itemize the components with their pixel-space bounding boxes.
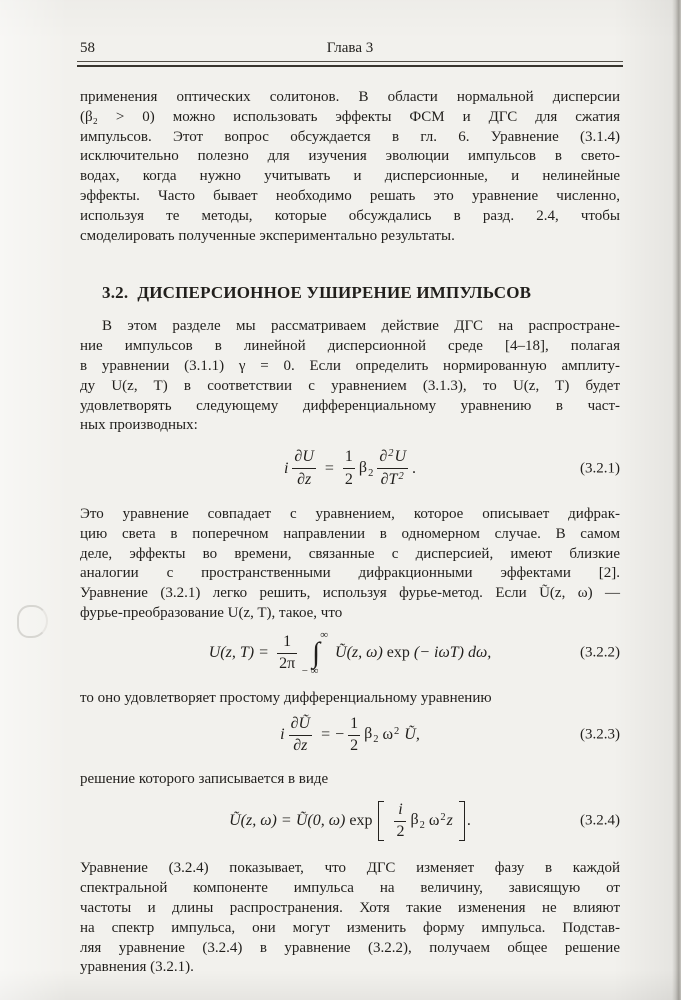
fraction: $\frac{1}{2\pi}$ [279,633,296,673]
equation-label: (3.2.4) [580,812,620,829]
text-line: на спектр импульса, они могут изменить форму импульса. Подстав- [80,919,620,936]
fraction-bar [277,653,297,654]
text-line: импульсов. Этот вопрос обсуждается в гл. 6. Уравнение (3.1.4) [80,128,620,145]
header-rule [77,61,623,67]
exp-function: exp [349,812,373,829]
integral: ∞ ∫ − ∞ [301,628,329,678]
fraction: $\frac{\partial U}{\partial z}$ [294,448,314,488]
omega-squared: $\omega^2$ [382,726,400,744]
section-title: ДИСПЕРСИОННОЕ УШИРЕНИЕ ИМПУЛЬСОВ [137,283,532,303]
connector-text: то оно удовлетворяет простому дифференциальному уравнению [80,690,492,707]
math-term: Ũ(z, ω) [335,644,383,662]
fraction-bar [343,468,355,469]
text-line: деле, эффекты во времени, связанные с дисперсией, имеют близкие [80,545,620,562]
text-line: ние импульсов в линейной дисперсионной среде [4–18], полагая [80,338,620,355]
text-line: фурье-преобразование U(z, T), такое, что [80,604,343,621]
text-line: применения оптических солитонов. В области нормальной дисперсии [80,89,620,105]
fraction-bar [394,821,406,822]
exp-function: exp [386,644,410,662]
fraction: $\frac{\partial^2U}{\partial T^2}$ [379,448,407,488]
equals-sign: = [281,812,291,829]
fraction: $\frac{\partial Ũ}{\partial z}$ [290,715,311,755]
fraction-bar [292,468,315,469]
text-line: водах, когда нужно учитывать и дисперсионные, и нелинейные [80,168,620,185]
text-line: Уравнение (3.2.1) легко решить, используя фурье-метод. Если Ũ(z, ω) — [80,585,620,602]
equation-3-2-3 [80,715,620,756]
exp-argument: (− iωT) [413,644,464,662]
text-line: В этом разделе мы рассматриваем действие ДГС на распростране- [102,318,620,335]
beta-symbol: $\beta_2$ [410,811,425,831]
math-lhs: Ũ(z, ω) [229,812,277,829]
text-line: уравнения (3.2.1). [80,959,194,976]
text-line: аналогии с пространственными дифракционными эффектами [2]. [80,565,620,582]
text-line: смоделировать полученные экспериментально результаты. [80,227,455,244]
equation-label: (3.2.2) [580,644,620,661]
left-bracket [378,801,384,842]
equation-3-2-4 [80,798,620,845]
beta-symbol: $\beta_2$ [364,725,379,746]
equation-label: (3.2.1) [580,460,620,477]
math-symbol: i [283,459,289,477]
text-line: Это уравнение совпадает с уравнением, которое описывает дифрак- [80,505,620,522]
text-line: Уравнение (3.2.4) показывает, что ДГС изменяет фазу в каждой [80,860,620,877]
scan-artifact [17,605,48,638]
text-line: спектральной компоненте импульса на величину, зависящую от [80,880,620,897]
text-line: исключительно полезно для изучения эволюции импульсов в свето- [80,148,620,165]
beta-symbol: $\beta_2$ [358,458,374,479]
fraction: $\frac{1}{2}$ [350,715,359,755]
text-line: частоты и длины распространения. Хотя такие изменения не влияют [80,899,620,916]
equals-sign: = [324,459,334,477]
equation-3-2-1 [80,448,620,489]
text-line: ляя уравнение (3.2.4) в уравнение (3.2.2), получаем общее решение [80,939,620,956]
right-bracket [459,801,465,842]
period: . [412,459,417,477]
math-term: Ũ(0, ω) [295,812,346,829]
text-line: удовлетворять следующему дифференциальному уравнению в част- [80,397,620,414]
period: . [466,812,471,829]
math-lhs: U(z, T) [208,644,255,662]
bracket-group [378,798,464,845]
page-edge-shadow [672,0,681,1000]
omega-squared: $\omega^2$ [428,812,446,829]
fraction-bar [348,735,360,736]
fraction-bar [289,735,312,736]
paragraph-intro [80,88,620,246]
math-symbol: z [446,812,453,829]
text-line: ду U(z, T) в соответствии с уравнением (3.1.3), то U(z, T) будет [80,377,620,394]
running-header [80,40,620,59]
text-line: эффекты. Часто бывает необходимо решать это уравнение численно, [80,187,620,204]
text-line: цию света в поперечном направлении в одномерном случае. В самом [80,525,620,542]
section-number: 3.2. [102,283,129,303]
connector-text: решение которого записывается в виде [80,770,329,787]
math-symbol: i [280,726,285,744]
paragraph-diffraction [80,505,620,624]
chapter-title: Глава 3 [326,40,374,56]
paragraph-section-intro [80,317,620,436]
text-line: используя те методы, которые обсуждались в разд. 2.4, чтобы [80,207,620,224]
paragraph-conclusion [80,859,620,978]
text-line: (β₂ > 0) можно использовать эффекты ФСМ и ДГС для сжатия [80,108,620,125]
text-line: в уравнении (3.1.1) γ = 0. Если определить нормированную амплиту- [80,357,620,374]
fraction-bar [377,468,408,469]
fraction: $\frac{i}{2}$ [396,800,405,840]
equals-sign: = [259,644,269,662]
page-number: 58 [80,40,95,56]
equation-3-2-2 [80,630,620,678]
equals-sign: = [321,726,331,744]
section-heading [102,283,620,303]
fraction: $\frac{1}{2}$ [344,448,353,488]
equation-label: (3.2.3) [580,726,620,743]
text-column [80,0,620,978]
differential: dω, [467,644,492,662]
minus-sign: − [335,726,345,744]
math-term: Ũ, [404,726,420,744]
text-line: ных производных: [80,417,198,434]
